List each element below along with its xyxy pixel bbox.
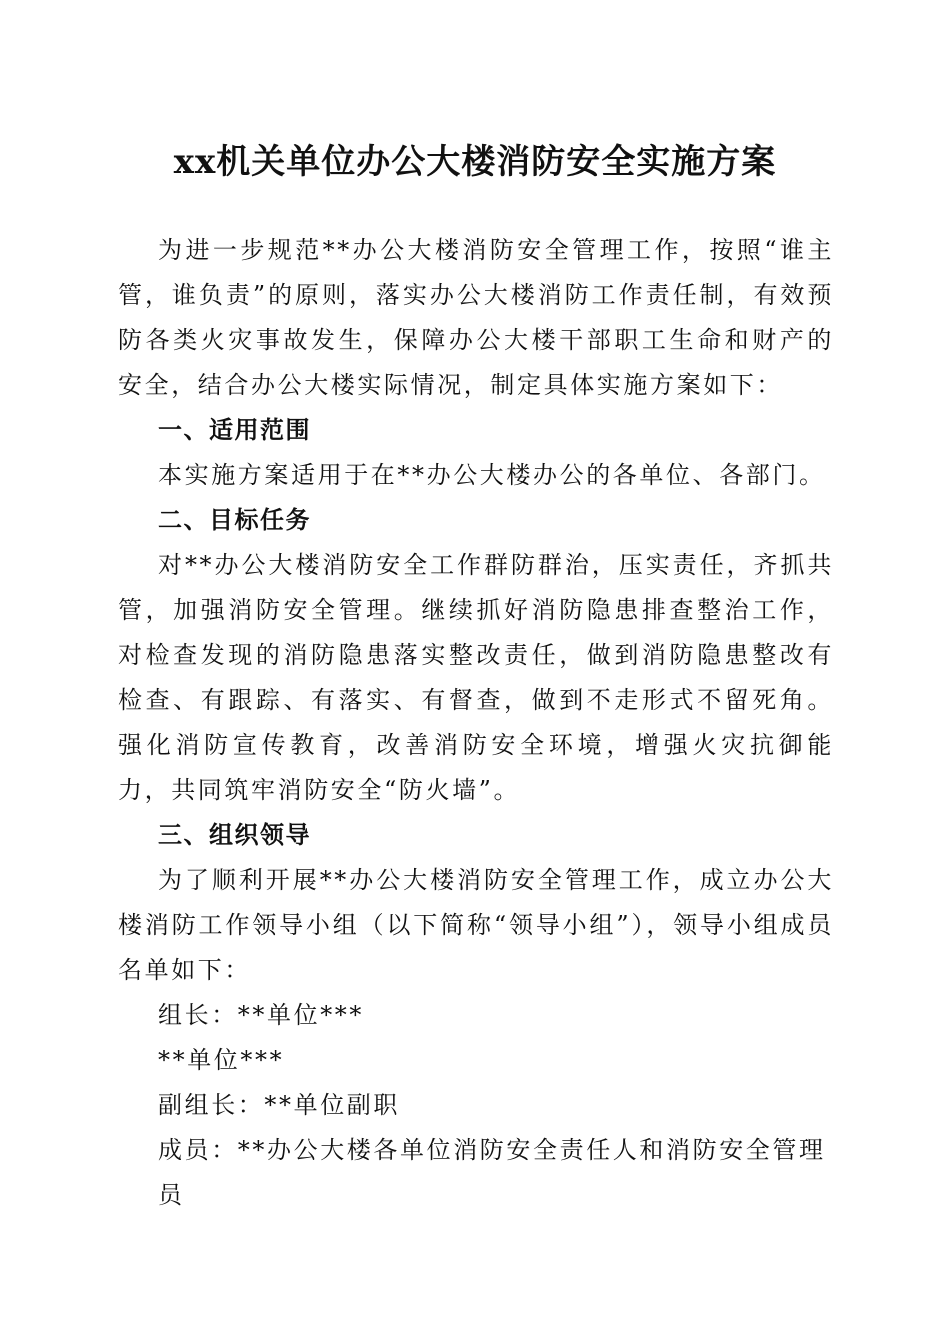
intro-paragraph: 为进一步规范**办公大楼消防安全管理工作，按照“谁主管，谁负责”的原则，落实办公大楼消防工作责任制，有效预防各类火灾事故发生，保障办公大楼干部职工生命和财产的安全，结合办公大楼实际情况，制定具体实施方案如下： bbox=[118, 236, 834, 399]
document-body bbox=[118, 228, 834, 1218]
section-heading-leadership: 三、组织领导 bbox=[158, 821, 311, 849]
section-text-scope: 本实施方案适用于在**办公大楼办公的各单位、各部门。 bbox=[158, 461, 826, 489]
member-line-leader-2: **单位*** bbox=[158, 1046, 285, 1074]
section-heading-goals: 二、目标任务 bbox=[158, 506, 311, 534]
member-line-members: 成员：**办公大楼各单位消防安全责任人和消防安全管理员 bbox=[158, 1136, 826, 1209]
section-heading-scope: 一、适用范围 bbox=[158, 416, 311, 444]
member-line-leader: 组长：**单位*** bbox=[158, 1001, 364, 1029]
section-text-leadership: 为了顺利开展**办公大楼消防安全管理工作，成立办公大楼消防工作领导小组（以下简称“领导小组”），领导小组成员名单如下： bbox=[118, 866, 834, 984]
section-text-goals: 对**办公大楼消防安全工作群防群治，压实责任，齐抓共管，加强消防安全管理。继续抓好消防隐患排查整治工作，对检查发现的消防隐患落实整改责任，做到消防隐患整改有检查、有跟踪、有落实、有督查，做到不走形式不留死角。强化消防宣传教育，改善消防安全环境，增强火灾抗御能力，共同筑牢消防安全“防火墙”。 bbox=[118, 551, 834, 804]
document-title: xx机关单位办公大楼消防安全实施方案 bbox=[173, 142, 777, 182]
member-line-deputy: 副组长：**单位副职 bbox=[158, 1091, 400, 1119]
